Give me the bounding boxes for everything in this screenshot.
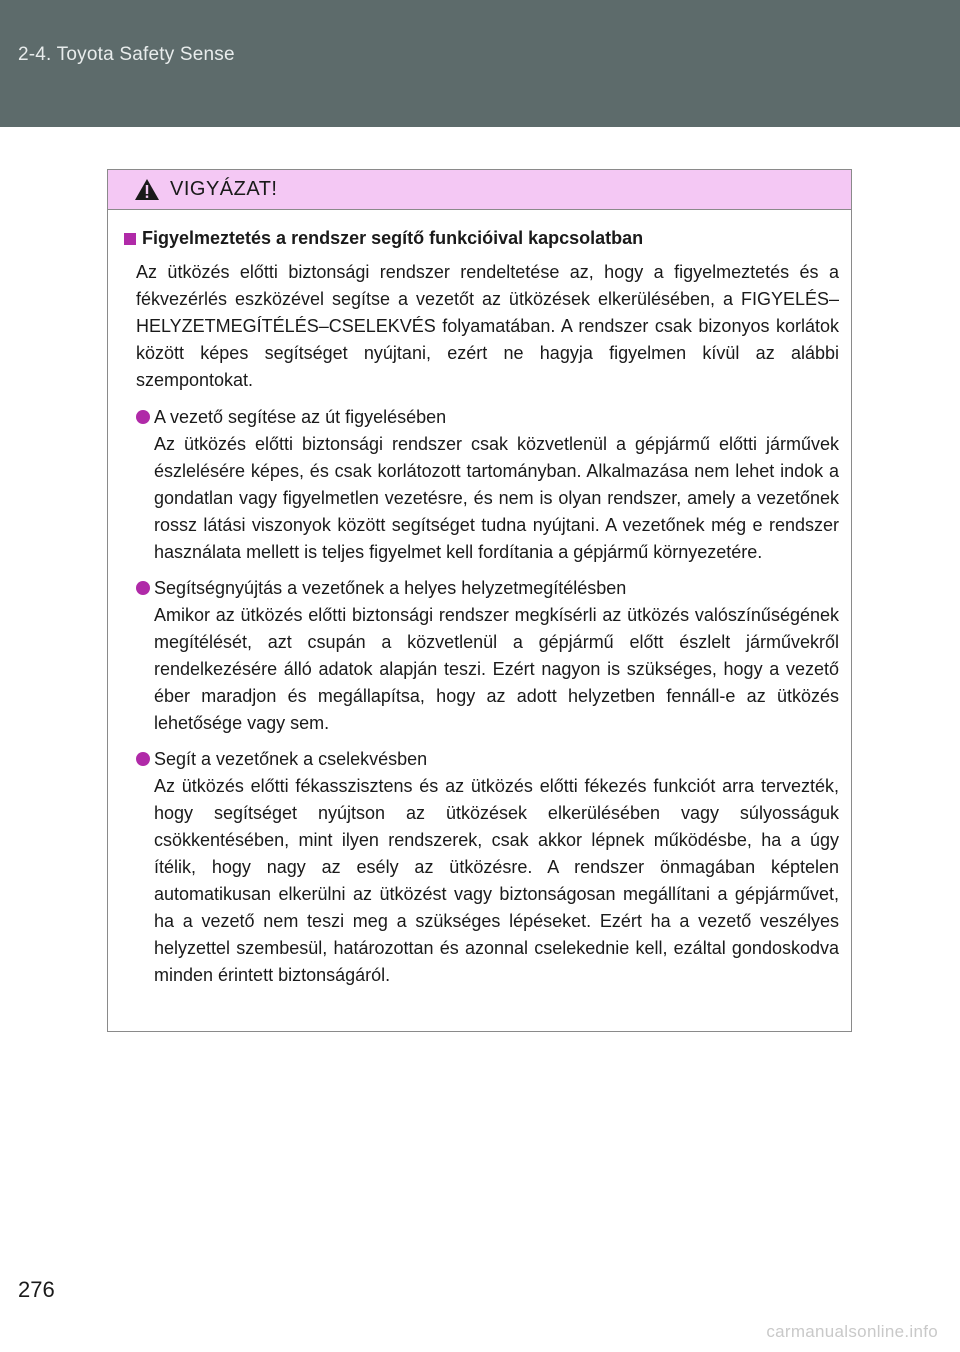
watermark: carmanualsonline.info bbox=[766, 1322, 938, 1341]
caution-header bbox=[108, 170, 851, 210]
square-icon bbox=[124, 233, 136, 245]
bullet-content bbox=[154, 575, 839, 737]
circle-bullet-icon bbox=[136, 410, 150, 424]
bullet-title: Segít a vezetőnek a cselekvésben bbox=[154, 749, 428, 769]
bullet-text: Amikor az ütközés előtti biztonsági rendszer megkísérli az ütközés valószínűségének megítélését, azt csupán a közvetlenül a gépjármű előtt észlelt járművekről rendelkezésére álló adatok alapján teszi. Ezért nagyon is szükséges, hogy a vezető éber maradjon és megállapítsa, hogy az adott helyzetben fennáll-e az ütközés lehetősége vagy sem. bbox=[154, 605, 839, 733]
caution-body bbox=[108, 210, 851, 989]
bullet-content bbox=[154, 746, 839, 989]
caution-intro: Az ütközés előtti biztonsági rendszer rendeltetése az, hogy a figyelmeztetés és a fékvezérlés eszközével segítse a vezetőt az ütközések elkerülésében, a FIGYELÉS–HELYZETMEGÍTÉLÉS–CSELEKVÉS folyamatában. A rendszer csak bizonyos korlátok között képes segítséget nyújtani, ezért ne hagyja figyelmen kívül az alábbi szempontokat. bbox=[136, 262, 839, 390]
bullet-text: Az ütközés előtti biztonsági rendszer csak közvetlenül a gépjármű előtti járművek észlelésére képes, és csak korlátozott tartományban. Alkalmazása nem lehet indok a gondatlan vagy figyelmetlen vezetésre, és nem is olyan rendszer, amely a vezetőnek rossz látási viszonyok között segítséget tudna nyújtani. A vezetőnek még e rendszer használata mellett is teljes figyelmet kell fordítania a gépjármű környezetére. bbox=[154, 434, 839, 562]
bullet-item bbox=[136, 404, 839, 566]
bullet-item bbox=[136, 746, 839, 989]
caution-box bbox=[107, 169, 852, 1032]
bullet-item bbox=[136, 575, 839, 737]
circle-bullet-icon bbox=[136, 752, 150, 766]
header-band bbox=[0, 0, 960, 127]
caution-heading bbox=[124, 228, 839, 249]
bullet-title: A vezető segítése az út figyelésében bbox=[154, 407, 447, 427]
caution-label: VIGYÁZAT! bbox=[170, 178, 278, 200]
bullet-title: Segítségnyújtás a vezetőnek a helyes helyzetmegítélésben bbox=[154, 578, 627, 598]
section-title: 2-4. Toyota Safety Sense bbox=[18, 44, 235, 65]
bullet-text: Az ütközés előtti fékasszisztens és az ütközés előtti fékezés funkciót arra tervezték, hogy segítséget nyújtson az ütközések elkerülésében vagy súlyosságuk csökkentésében, mint ilyen rendszerek, csak akkor lépnek működésbe, ha a úgy ítélik, hogy nagy az esély az ütközésre. A rendszer önmagában képtelen automatikusan elkerülni az ütközést vagy biztonságosan megállítani a gépjárművet, ha a vezető nem teszi meg a szükséges lépéseket. Ezért ha a vezető veszélyes helyzettel szembesül, határozottan és azonnal cselekednie kell, ezáltal gondoskodva minden érintett biztonságáról. bbox=[154, 776, 839, 985]
circle-bullet-icon bbox=[136, 581, 150, 595]
page-number: 276 bbox=[18, 1277, 55, 1302]
bullet-content bbox=[154, 404, 839, 566]
caution-heading-text: Figyelmeztetés a rendszer segítő funkcióival kapcsolatban bbox=[142, 228, 644, 248]
warning-triangle-icon bbox=[134, 178, 160, 201]
